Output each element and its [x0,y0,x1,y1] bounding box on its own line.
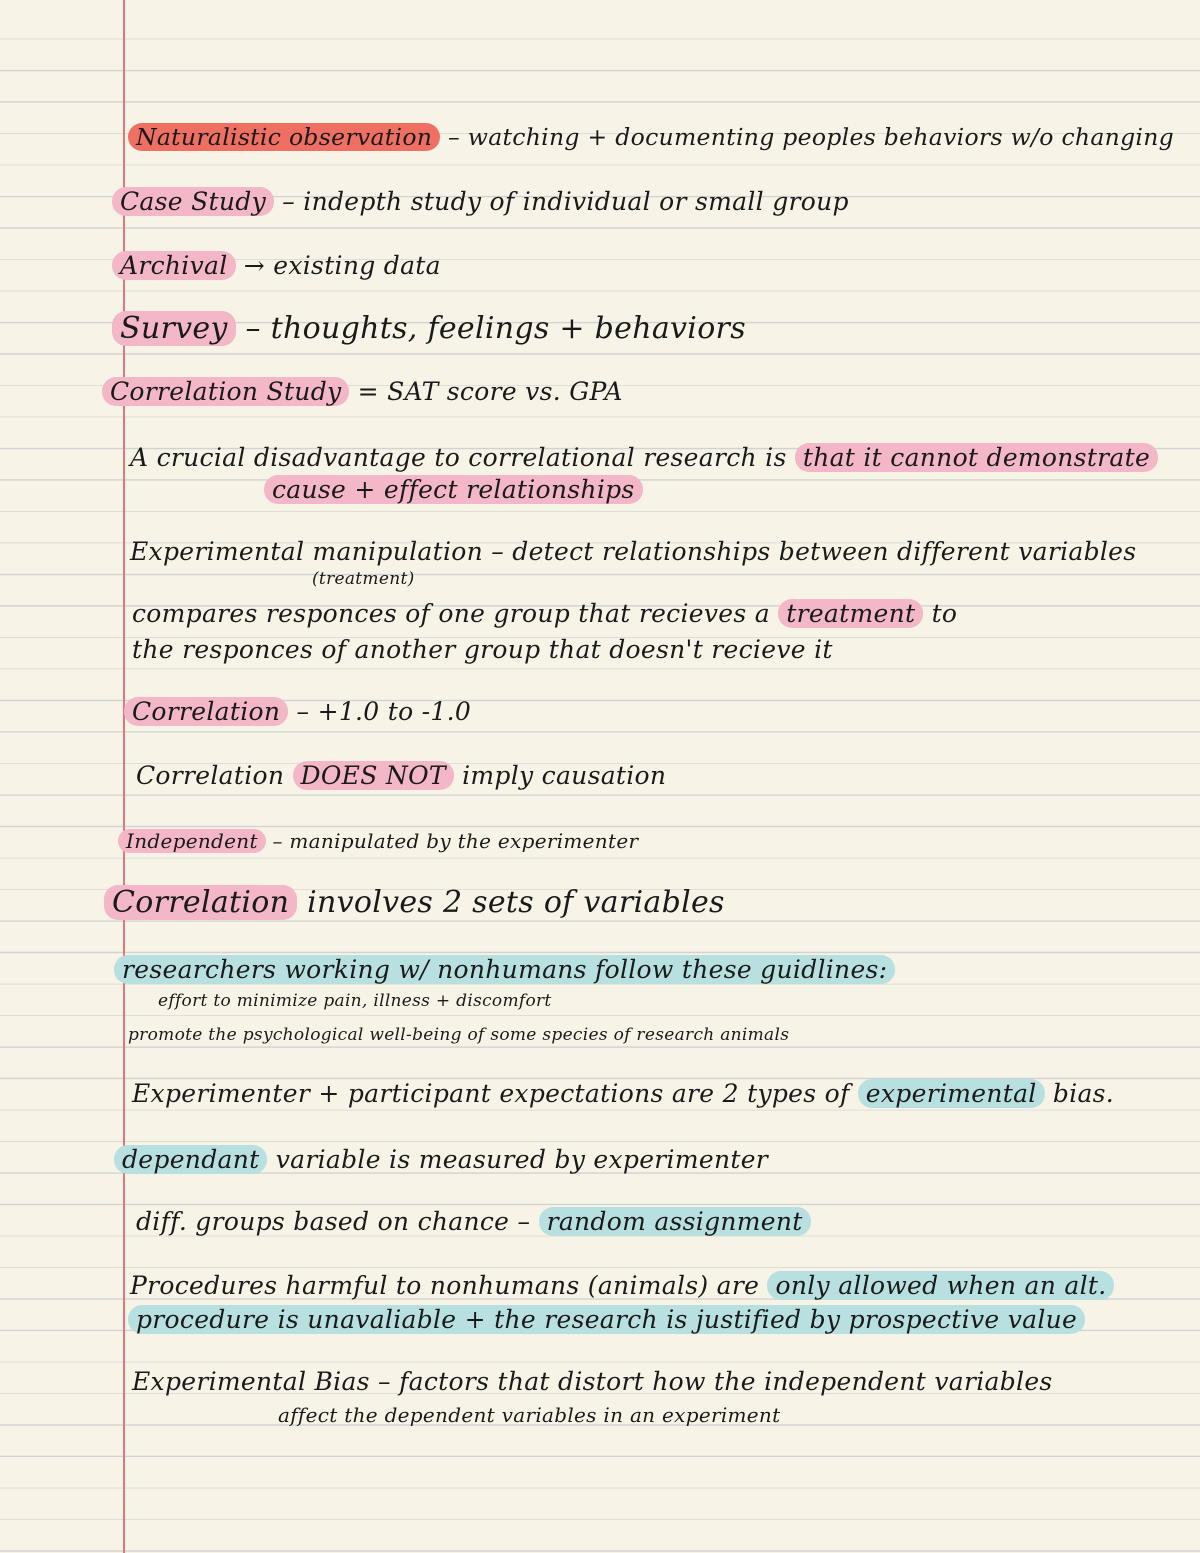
note-line [124,698,471,727]
highlight: Correlation [104,885,297,920]
note-line [278,1404,780,1427]
note-line [114,956,895,985]
note-text: → existing data [235,251,441,280]
highlight: DOES NOT [293,761,454,790]
highlight: researchers working w/ nonhumans follow these guidlines: [114,955,895,984]
highlight: Survey [112,311,236,346]
highlight: procedure is unavaliable + the research is justified by prospective value [128,1305,1085,1334]
note-text: diff. groups based on chance – [136,1207,539,1236]
note-text: bias. [1044,1079,1115,1108]
margin-line [123,0,125,1553]
note-text: – +1.0 to -1.0 [288,697,472,726]
highlight: Correlation [124,697,288,726]
note-line [264,476,643,505]
note-line [136,1208,811,1237]
note-line [104,886,725,921]
note-text: – watching + documenting peoples behaviors w/o changing [440,123,1175,151]
note-line [130,444,1158,473]
note-line [118,830,638,853]
note-text: – indepth study of individual or small group [274,187,849,216]
note-line [158,992,552,1012]
highlight: Correlation Study [102,377,349,406]
note-text: Procedures harmful to nonhumans (animals) are [130,1271,768,1300]
note-line [112,252,441,281]
note-line [132,636,833,665]
note-text: compares responces of one group that recieves a [132,599,779,628]
note-text: effort to minimize pain, illness + discomfort [158,991,552,1011]
highlight: Case Study [112,187,274,216]
highlight: dependant [114,1145,267,1174]
highlight: random assignment [539,1207,811,1236]
note-text: Correlation [136,761,293,790]
note-line [130,538,1136,567]
note-text: – thoughts, feelings + behaviors [235,311,746,346]
note-text: – manipulated by the experimenter [265,829,639,853]
note-line [130,1272,1114,1301]
note-line [128,1026,789,1046]
note-line [136,762,666,791]
note-text: promote the psychological well-being of some species of research animals [128,1025,790,1045]
highlight: Naturalistic observation [128,123,440,151]
highlight: treatment [778,599,923,628]
note-line [112,188,849,217]
note-text: variable is measured by experimenter [267,1145,769,1174]
highlight: Independent [118,829,266,853]
note-text: Experimental Bias – factors that distort how the independent variables [132,1367,1053,1396]
note-text: the responces of another group that doesn't recieve it [132,635,833,664]
note-line [102,378,623,407]
note-line [132,1368,1053,1397]
highlight: that it cannot demonstrate [795,443,1158,472]
note-line [114,1146,768,1175]
note-line [312,570,415,590]
highlight: Archival [112,251,236,280]
note-text: A crucial disadvantage to correlational research is [130,443,795,472]
highlight: experimental [858,1079,1045,1108]
highlight: only allowed when an alt. [767,1271,1114,1300]
note-line [132,1080,1114,1109]
note-text: Experimenter + participant expectations are 2 types of [132,1079,858,1108]
note-text: affect the dependent variables in an experiment [278,1403,781,1427]
note-text: to [923,599,958,628]
note-line [132,600,957,629]
note-line [112,312,746,347]
note-text: Experimental manipulation – detect relationships between different variables [130,537,1137,566]
note-line [128,124,1174,151]
note-text: involves 2 sets of variables [297,885,725,920]
note-text: = SAT score vs. GPA [349,377,623,406]
highlight: cause + effect relationships [264,475,643,504]
note-text: (treatment) [312,569,415,589]
note-text: imply causation [453,761,667,790]
note-line [128,1306,1085,1335]
